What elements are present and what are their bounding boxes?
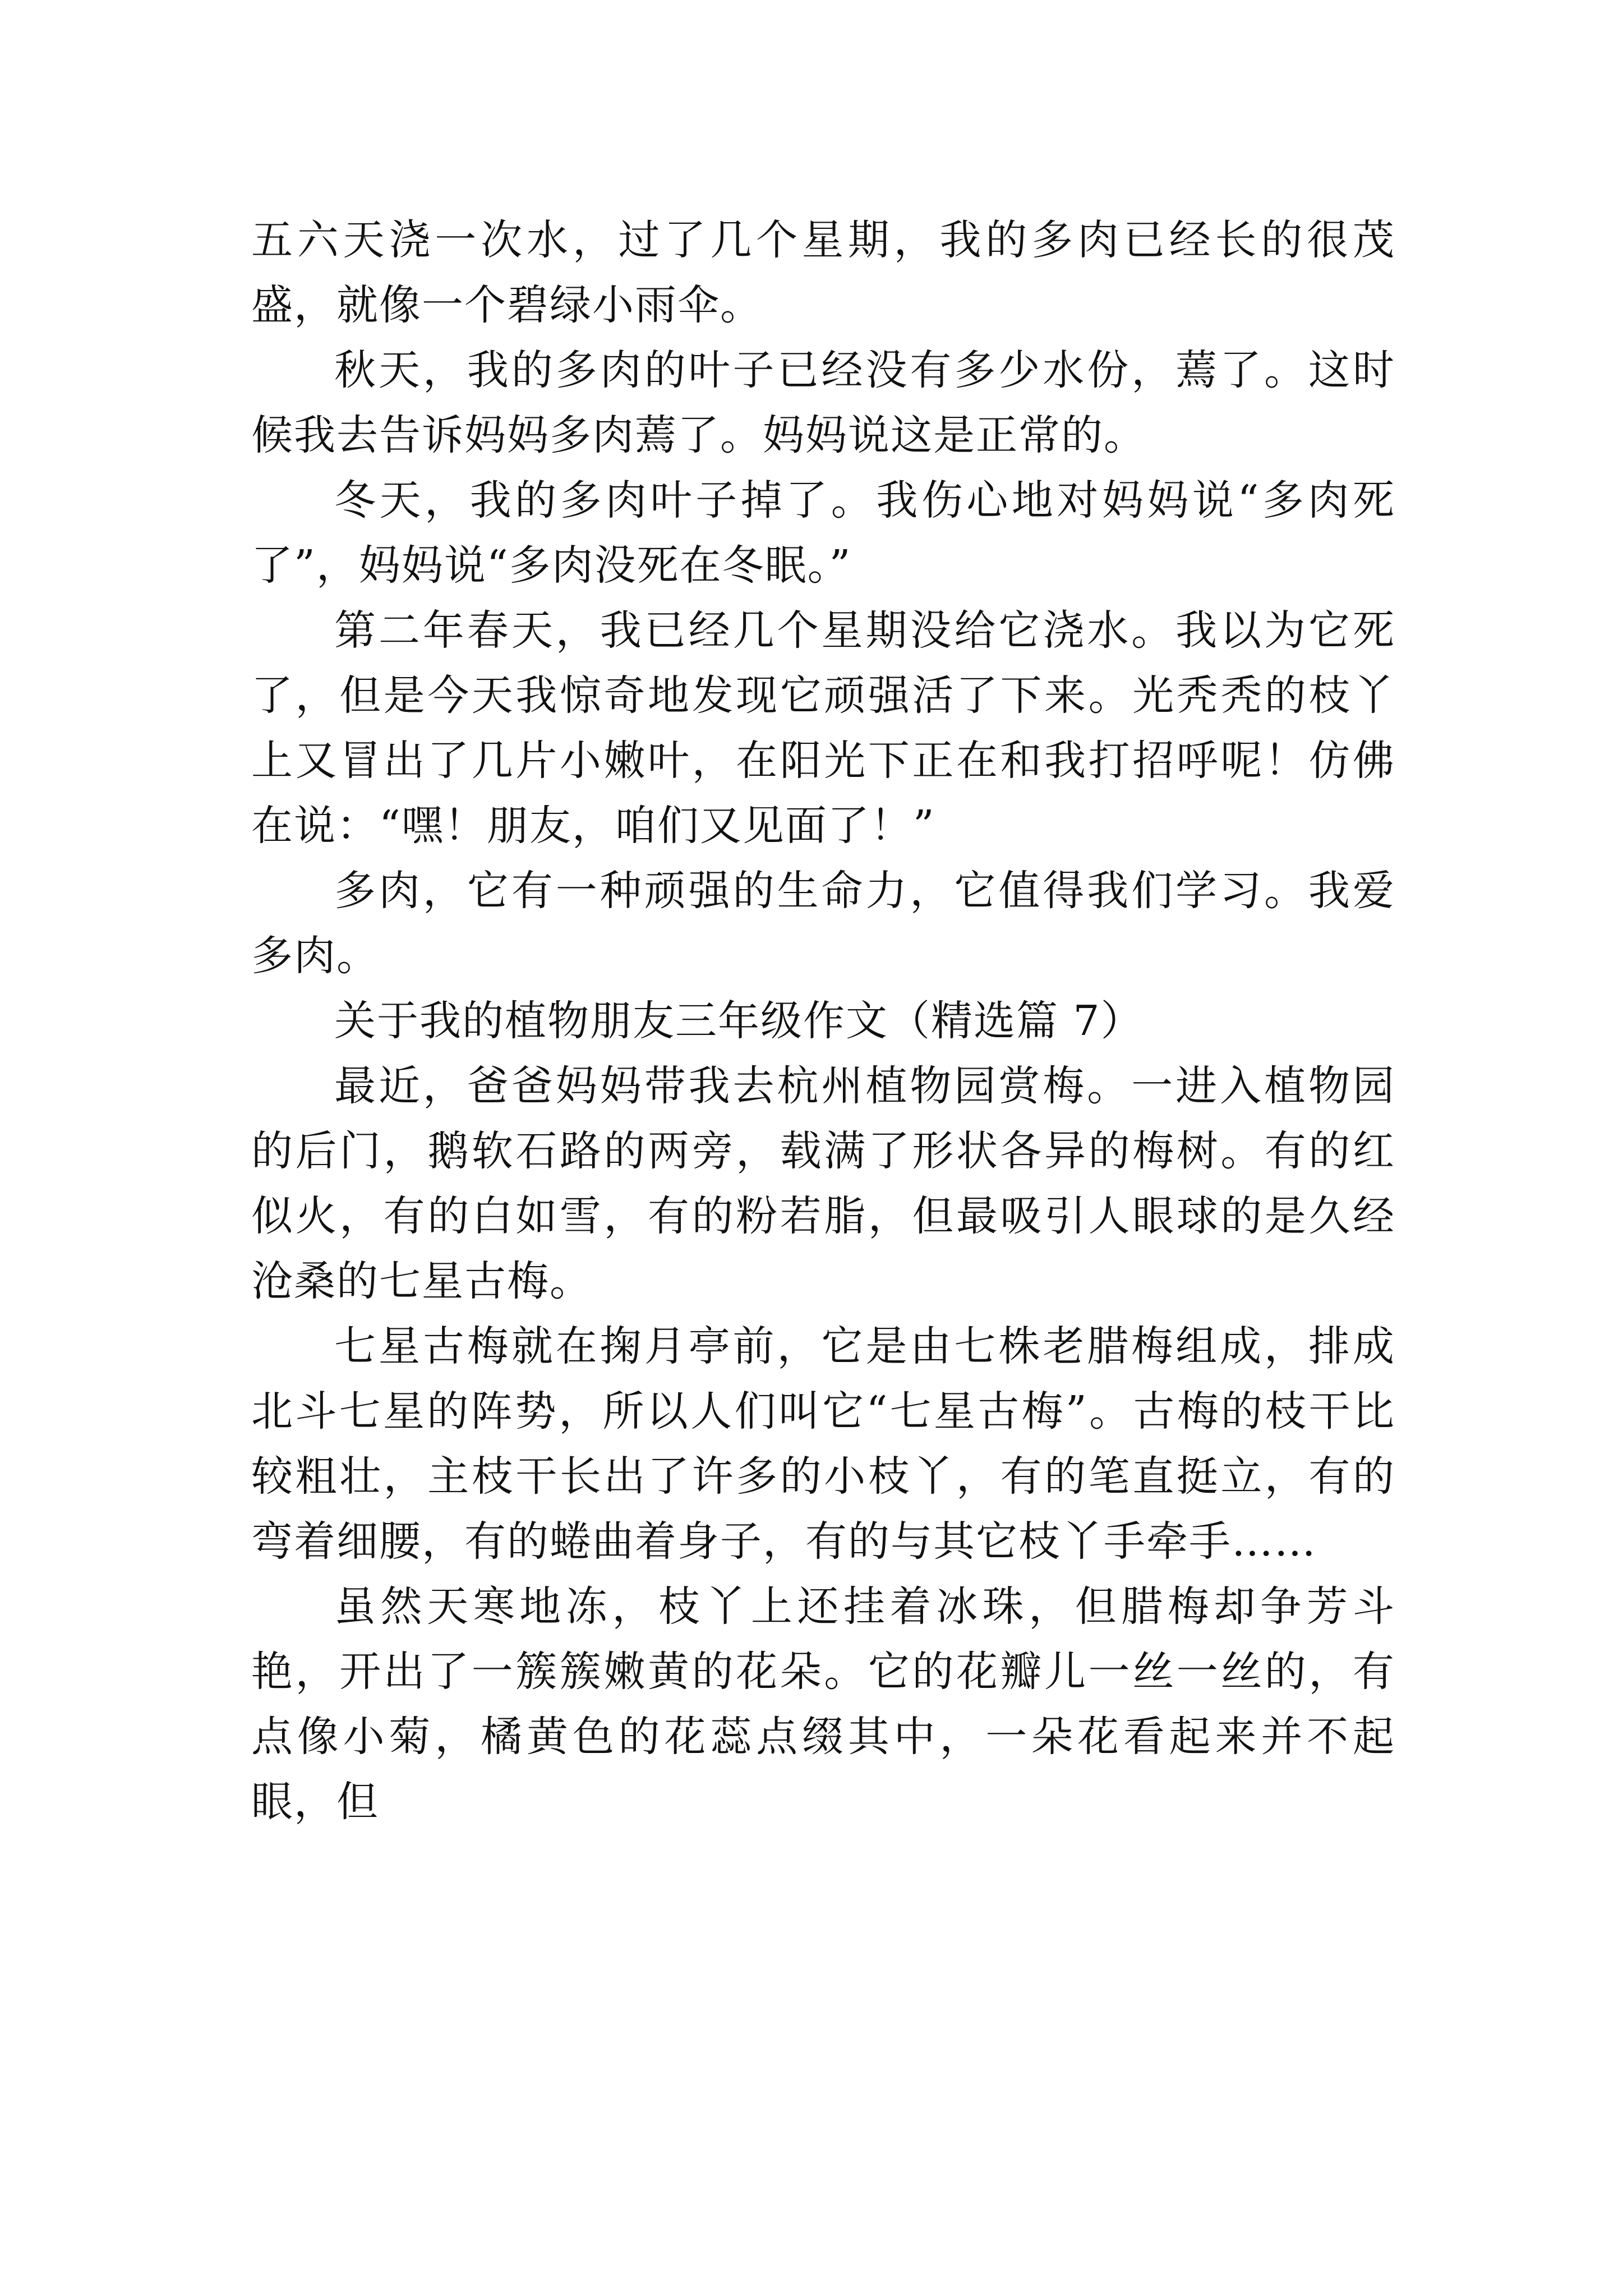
paragraph: 第二年春天，我已经几个星期没给它浇水。我以为它死了，但是今天我惊奇地发现它顽强活了下来。光秃秃的枝丫上又冒出了几片小嫩叶，在阳光下正在和我打招呼呢！仿佛在说：“嘿！朋友，咱们又见面了！” (251, 606, 1395, 850)
paragraph: 虽然天寒地冻，枝丫上还挂着冰珠，但腊梅却争芳斗艳，开出了一簇簇嫩黄的花朵。它的花瓣儿一丝一丝的，有点像小菊，橘黄色的花蕊点缀其中，一朵花看起来并不起眼，但 (251, 1582, 1395, 1826)
paragraph: 五六天浇一次水，过了几个星期，我的多肉已经长的很茂盛，就像一个碧绿小雨伞。 (251, 216, 1395, 329)
paragraph: 多肉，它有一种顽强的生命力，它值得我们学习。我爱多肉。 (251, 867, 1395, 980)
paragraph: 最近，爸爸妈妈带我去杭州植物园赏梅。一进入植物园的后门，鹅软石路的两旁，载满了形状各异的梅树。有的红似火，有的白如雪，有的粉若脂，但最吸引人眼球的是久经沧桑的七星古梅。 (251, 1062, 1395, 1305)
paragraph: 冬天，我的多肉叶子掉了。我伤心地对妈妈说“多肉死了”，妈妈说“多肉没死在冬眠。” (251, 476, 1395, 590)
paragraph: 秋天，我的多肉的叶子已经没有多少水份，蔫了。这时候我去告诉妈妈多肉蔫了。妈妈说这是正常的。 (251, 346, 1395, 459)
paragraph: 七星古梅就在掬月亭前，它是由七株老腊梅组成，排成北斗七星的阵势，所以人们叫它“七星古梅”。古梅的枝干比较粗壮，主枝干长出了许多的小枝丫，有的笔直挺立，有的弯着细腰，有的蜷曲着身子，有的与其它枝丫手牵手…… (251, 1322, 1395, 1566)
section-heading: 关于我的植物朋友三年级作文（精选篇 7） (334, 997, 1144, 1045)
document-body (251, 208, 1395, 1834)
